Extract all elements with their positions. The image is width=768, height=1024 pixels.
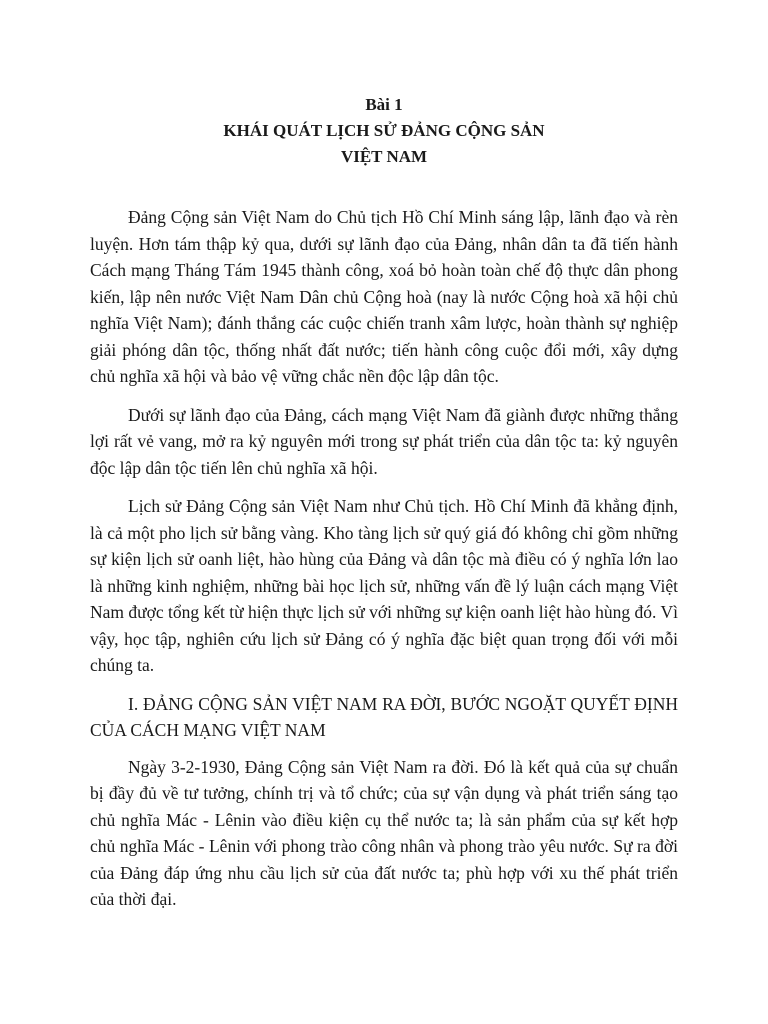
lesson-label: Bài 1: [365, 95, 403, 114]
document-body: [90, 204, 678, 913]
paragraph-party-founding: Ngày 3-2-1930, Đảng Cộng sản Việt Nam ra đời. Đó là kết quả của sự chuẩn bị đầy đủ về tư tưởng, chính trị và tổ chức; của sự vận dụng và phát triển sáng tạo chủ nghĩa Mác - Lênin vào điều kiện cụ thể nước ta; là sản phẩm của sự kết hợp chủ nghĩa Mác - Lênin với phong trào công nhân và phong trào yêu nước. Sự ra đời của Đảng đáp ứng nhu cầu lịch sử của đất nước ta; phù hợp với xu thế phát triển của thời đại.: [90, 756, 678, 909]
paragraph-history-significance: Lịch sử Đảng Cộng sản Việt Nam như Chủ tịch. Hồ Chí Minh đã khẳng định, là cả một pho lịch sử bằng vàng. Kho tàng lịch sử quý giá đó không chỉ gồm những sự kiện lịch sử oanh liệt, hào hùng của Đảng và dân tộc mà điều có ý nghĩa lớn lao là những kinh nghiệm, những bài học lịch sử, những vấn đề lý luận cách mạng Việt Nam được tổng kết từ hiện thực lịch sử với những sự kiện oanh liệt hào hùng đó. Vì vậy, học tập, nghiên cứu lịch sử Đảng có ý nghĩa đặc biệt quan trọng đối với mỗi chúng ta.: [90, 496, 678, 675]
document-title-line-1: KHÁI QUÁT LỊCH SỬ ĐẢNG CỘNG SẢN: [223, 121, 545, 140]
paragraph-intro: Đảng Cộng sản Việt Nam do Chủ tịch Hồ Chí Minh sáng lập, lãnh đạo và rèn luyện. Hơn tám thập kỷ qua, dưới sự lãnh đạo của Đảng, nhân dân ta đã tiến hành Cách mạng Tháng Tám 1945 thành công, xoá bỏ hoàn toàn chế độ thực dân phong kiến, lập nên nước Việt Nam Dân chủ Cộng hoà (nay là nước Cộng hoà xã hội chủ nghĩa Việt Nam); đánh thắng các cuộc chiến tranh xâm lược, hoàn thành sự nghiệp giải phóng dân tộc, thống nhất đất nước; tiến hành công cuộc đổi mới, xây dựng chủ nghĩa xã hội và bảo vệ vững chắc nền độc lập dân tộc.: [90, 207, 678, 386]
document-title-line-2: VIỆT NAM: [340, 147, 428, 166]
title-block: [90, 92, 678, 170]
section-heading: I. ĐẢNG CỘNG SẢN VIỆT NAM RA ĐỜI, BƯỚC NGOẶT QUYẾT ĐỊNH CỦA CÁCH MẠNG VIỆT NAM: [90, 693, 678, 740]
paragraph-achievements: Dưới sự lãnh đạo của Đảng, cách mạng Việt Nam đã giành được những thắng lợi rất vẻ vang, mở ra kỷ nguyên mới trong sự phát triển của dân tộc ta: kỷ nguyên độc lập dân tộc tiến lên chủ nghĩa xã hội.: [90, 404, 678, 478]
